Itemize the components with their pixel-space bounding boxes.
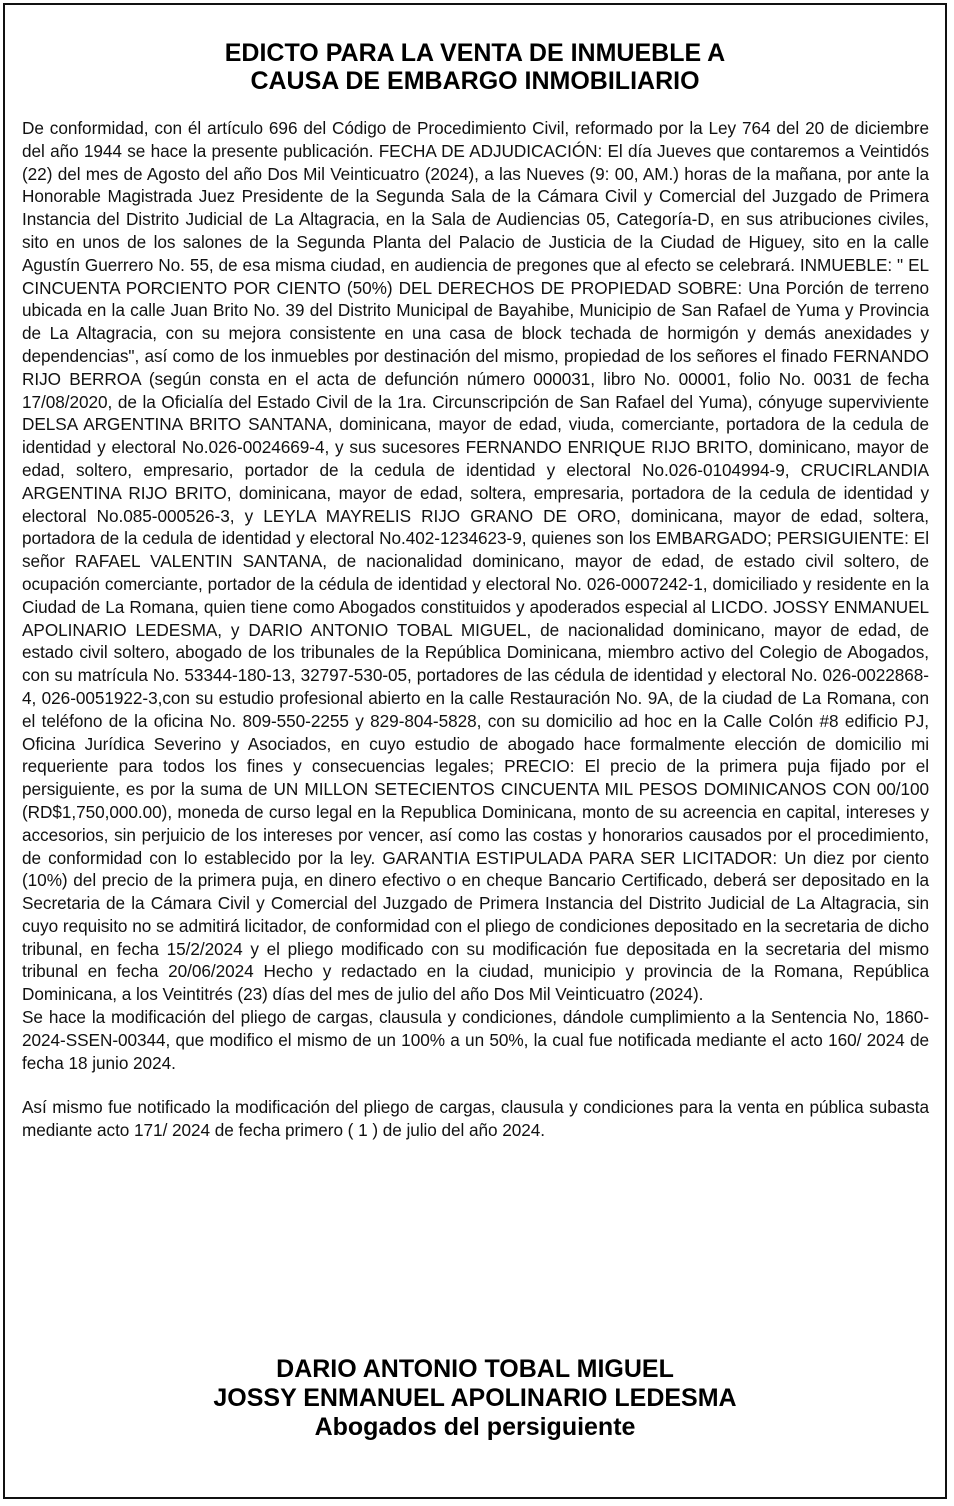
signature-block [5, 1355, 945, 1442]
title-line-1: EDICTO PARA LA VENTA DE INMUEBLE A [224, 39, 726, 67]
signature-name-1: DARIO ANTONIO TOBAL MIGUEL [276, 1355, 674, 1383]
signature-name-2: JOSSY ENMANUEL APOLINARIO LEDESMA [213, 1384, 737, 1412]
edict-body [22, 117, 929, 1142]
paragraph-notification: Así mismo fue notificado la modificación del pliego de cargas, clausula y condiciones para la venta en pública subasta mediante acto 171/ 2024 de fecha primero ( 1 ) de julio del año 2024. [22, 1097, 929, 1141]
paragraph-main: De conformidad, con él artículo 696 del Código de Procedimiento Civil, reformado por la Ley 764 del 20 de diciembre del año 1944 se hace la presente publicación. FECHA DE ADJUDICACIÓN: El día Jueves que contaremos a Veintidós (22) del mes de Agosto del año Dos Mil Veinticuatro (2024), a las Nueves (9: 00, AM.) horas de la mañana, por ante la Honorable Magistrada Juez Presidente de la Segunda Sala de la Cámara Civil y Comercial del Juzgado de Primera Instancia del Distrito Judicial de La Altagracia, en la Sala de Audiencias 05, Categoría-D, en sus atribuciones civiles, sito en unos de los salones de la Segunda Planta del Palacio de Justicia de la Ciudad de Higuey, sito en la calle Agustín Guerrero No. 55, de esa misma ciudad, en audiencia de pregones que al efecto se celebrará. INMUEBLE: " EL CINCUENTA PORCIENTO POR CIENTO (50%) DEL DERECHOS DE PROPIEDAD SOBRE: Una Porción de terreno ubicada en la calle Juan Brito No. 39 del Distrito Municipal de Bayahibe, Municipio de San Rafael de Yuma y Provincia de La Altagracia, con su mejora consistente en una casa de block techada de hormigón y demás anexidades y dependencias", así como de los inmuebles por destinación del mismo, propiedad de los señores el finado FERNANDO RIJO BERROA (según consta en el acta de defunción número 000031, libro No. 00001, folio No. 0031 de fecha 17/08/2020, de la Oficialía del Estado Civil de la 1ra. Circunscripción de San Rafael del Yuma), cónyuge superviviente DELSA ARGENTINA BRITO SANTANA, dominicana, mayor de edad, viuda, comerciante, portadora de la cedula de identidad y electoral No.026-0024669-4, y sus sucesores FERNANDO ENRIQUE RIJO BRITO, dominicano, mayor de edad, soltero, empresario, portador de la cedula de identidad y electoral No.026-0104994-9, CRUCIRLANDIA ARGENTINA RIJO BRITO, dominicana, mayor de edad, soltera, empresaria, portadora de la cedula de identidad y electoral No.085-000526-3, y LEYLA MAYRELIS RIJO GRANO DE ORO, dominicana, mayor de edad, soltera, portadora de la cedula de identidad y electoral No.402-1234623-9, quienes son los EMBARGADO; PERSIGUIENTE: El señor RAFAEL VALENTIN SANTANA, de nacionalidad dominicano, mayor de edad, de estado civil soltero, de ocupación comerciante, portador de la cédula de identidad y electoral No. 026-0007242-1, domiciliado y residente en la Ciudad de La Romana, quien tiene como Abogados constituidos y apoderados especial al LICDO. JOSSY ENMANUEL APOLINARIO LEDESMA, y DARIO ANTONIO TOBAL MIGUEL, de nacionalidad dominicano, mayor de edad, de estado civil soltero, abogado de los tribunales de la República Dominicana, miembro activo del Colegio de Abogados, con su matrícula No. 53344-180-13, 32797-530-05, portadores de las cédula de identidad y electoral No. 026-0022868-4, 026-0051922-3,con su estudio profesional abierto en la calle Restauración No. 9A, de la ciudad de La Romana, con el teléfono de la oficina No. 809-550-2255 y 829-804-5828, con su domicilio ad hoc en la Calle Colón #8 edificio PJ, Oficina Jurídica Severino y Asociados, en cuyo estudio de abogado hace formalmente elección de domicilio mi requeriente para todos los fines y consecuencias legales; PRECIO: El precio de la primera puja fijado por el persiguiente, es por la suma de UN MILLON SETECIENTOS CINCUENTA MIL PESOS DOMINICANOS CON 00/100 (RD$1,750,000.00), moneda de curso legal en la Republica Dominicana, monto de su acreencia en capital, intereses y accesorios, sin perjuicio de los intereses por vencer, así como las costas y honorarios causados por el procedimiento, de conformidad con lo establecido por la ley. GARANTIA ESTIPULADA PARA SER LICITADOR: Un diez por ciento (10%) del precio de la primera puja, en dinero efectivo o en cheque Bancario Certificado, deberá ser depositado en la Secretaria de la Cámara Civil y Comercial del Juzgado de Primera Instancia del Distrito Judicial de La Altagracia, sin cuyo requisito no se admitirá licitador, de conformidad con el pliego de condiciones depositado en la secretaria de dicho tribunal, en fecha 15/2/2024 y el pliego modificado con su modificación fue depositada en la secretaria del mismo tribunal en fecha 20/06/2024 Hecho y redactado en la ciudad, municipio y provincia de la Romana, República Dominicana, a los Veintitrés (23) días del mes de julio del año Dos Mil Veinticuatro (2024). [22, 118, 929, 1005]
paragraph-modification: Se hace la modificación del pliego de cargas, clausula y condiciones, dándole cumplimiento a la Sentencia No, 1860-2024-SSEN-00344, que modifico el mismo de un 100% a un 50%, la cual fue notificada mediante el acto 160/ 2024 de fecha 18 junio 2024. [22, 1007, 929, 1073]
title-line-2: CAUSA DE EMBARGO INMOBILIARIO [250, 67, 700, 95]
edict-title [5, 39, 945, 95]
signature-role: Abogados del persiguiente [314, 1413, 636, 1441]
edict-frame [3, 3, 947, 1499]
paragraph-gap [22, 1074, 929, 1096]
